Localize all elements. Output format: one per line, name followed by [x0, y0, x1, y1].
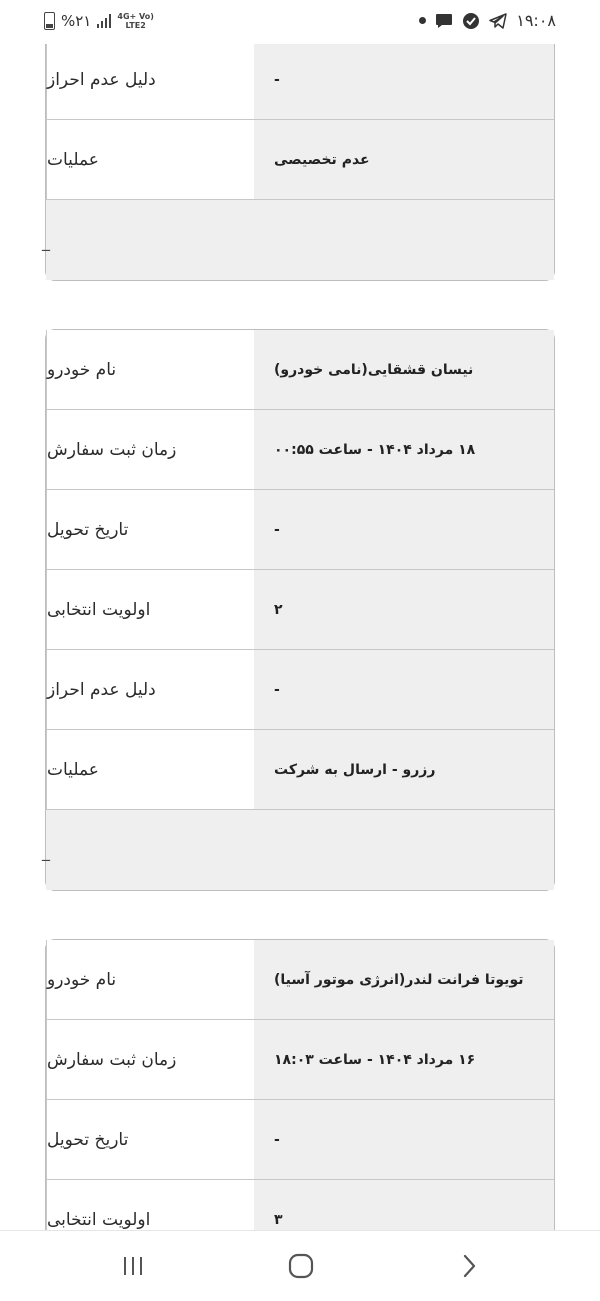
table-row	[46, 570, 554, 650]
table-row	[46, 410, 554, 490]
battery-percent: %۲۱	[61, 12, 92, 30]
network-bottom-label: LTE2	[125, 21, 146, 30]
row-label: نام خودرو	[46, 940, 254, 1019]
order-card	[42, 40, 555, 281]
row-label: تاریخ تحویل	[46, 1100, 254, 1179]
table-row	[46, 730, 554, 810]
table-row	[46, 650, 554, 730]
recents-button[interactable]	[118, 1253, 148, 1279]
order-card	[45, 939, 555, 1261]
row-label: دلیل عدم احراز	[46, 650, 254, 729]
row-value: -	[254, 1100, 554, 1179]
back-button[interactable]	[456, 1253, 482, 1279]
row-label: نام خودرو	[46, 330, 254, 409]
row-label: اولویت انتخابی	[46, 570, 254, 649]
clock: ۱۹:۰۸	[516, 11, 556, 30]
network-top-label: 4G+ Vo)	[117, 12, 154, 21]
row-label: دلیل عدم احراز	[46, 40, 254, 119]
recents-icon	[121, 1255, 145, 1277]
notification-dot-icon	[419, 17, 426, 24]
row-value: نیسان قشقایی(نامی خودرو)	[254, 330, 554, 409]
row-value: -	[254, 490, 554, 569]
footer-text: _	[42, 232, 50, 251]
table-row	[46, 1100, 554, 1180]
table-row	[46, 1020, 554, 1100]
table-row	[46, 120, 554, 200]
battery-icon	[44, 12, 55, 30]
row-value: ۳	[254, 1180, 554, 1259]
telegram-icon	[489, 13, 507, 29]
status-right	[419, 11, 556, 30]
home-button[interactable]	[286, 1253, 316, 1279]
system-nav-bar	[0, 1230, 600, 1301]
row-value: -	[254, 40, 554, 119]
row-value: ۱۶ مرداد ۱۴۰۴ - ساعت ۱۸:۰۳	[254, 1020, 554, 1099]
table-row	[46, 330, 554, 410]
row-value: تویوتا فرانت لندر(انرژی موتور آسیا)	[254, 940, 554, 1019]
network-indicator	[117, 12, 154, 30]
check-badge-icon	[462, 12, 480, 30]
row-value: ۱۸ مرداد ۱۴۰۴ - ساعت ۰۰:۵۵	[254, 410, 554, 489]
status-bar	[0, 0, 600, 44]
home-icon	[288, 1253, 314, 1279]
back-icon	[461, 1254, 477, 1278]
signal-icon	[97, 14, 111, 28]
footer-text: _	[42, 842, 50, 861]
row-value: -	[254, 650, 554, 729]
card-footer	[42, 200, 554, 280]
row-label: زمان ثبت سفارش	[46, 410, 254, 489]
row-label: عملیات	[46, 730, 254, 809]
table-row	[46, 490, 554, 570]
row-label: عملیات	[46, 120, 254, 199]
message-icon	[435, 13, 453, 29]
operation-value[interactable]: عدم تخصیصی	[254, 120, 554, 199]
status-left	[44, 12, 154, 30]
row-label: اولویت انتخابی	[46, 1180, 254, 1259]
row-label: زمان ثبت سفارش	[46, 1020, 254, 1099]
row-label: تاریخ تحویل	[46, 490, 254, 569]
order-card	[42, 329, 555, 891]
table-row	[46, 40, 554, 120]
row-value: ۲	[254, 570, 554, 649]
operation-value[interactable]: رزرو - ارسال به شرکت	[254, 730, 554, 809]
card-footer	[42, 810, 554, 890]
table-row	[46, 940, 554, 1020]
